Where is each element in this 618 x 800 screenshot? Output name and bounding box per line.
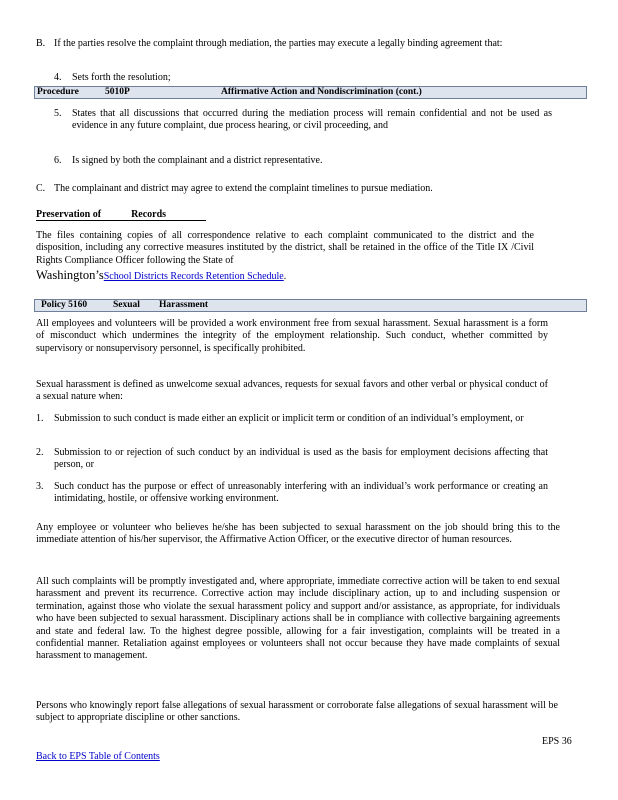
list-item-3-label: 3. [36,481,44,492]
harassment-paragraph-1: All employees and volunteers will be provided a work environment free from sexual harassment. Sexual harassment is a form of misconduct which undermines the integrity of the employment relationship. Such conduct, whether committed by supervisory or nonsupervisory personnel, is specifically prohibited. [36,318,548,354]
harassment-paragraph-3: Any employee or volunteer who believes he/she has been subjected to sexual harassment on the job should bring this to the immediate attention of his/her supervisor, the Affirmative Action Officer, or the executive director of human resources. [36,522,560,546]
harassment-paragraph-5: Persons who knowingly report false allegations of sexual harassment or corroborate false allegations of sexual harassment will be subject to appropriate discipline or other sanctions. [36,700,558,724]
preservation-last-line [36,268,286,283]
header-policy-label: Policy 5160 [41,300,88,310]
list-item-2-text: Submission to or rejection of such conduct by an individual is used as the basis for employment decisions affecting that person, or [54,447,548,471]
item-b-text: If the parties resolve the complaint through mediation, the parties may execute a legally binding agreement that: [54,38,503,49]
preservation-period: . [283,271,287,282]
preservation-heading [36,209,206,221]
harassment-paragraph-4: All such complaints will be promptly investigated and, where appropriate, immediate corrective action will be taken to end sexual harassment and prevent its recurrence. Corrective action may include disciplinary action, up to and including suspension or termination, against those who violate the sexual harassment policy and support and/or assistance, as appropriate, for individuals who have been subjected to sexual harassment. Disciplinary actions shall be in compliance with collective bargaining agreements and state and federal law. To the highest degree possible, allowing for a fair investigation, complaints will be treated in a confidential manner. Retaliation against employees or volunteers shall not occur because they have made complaints of sexual harassment to management. [36,576,560,662]
section-header-procedure [34,86,587,99]
item-5-label: 5. [54,108,62,119]
preservation-heading-part2: Records [131,209,167,220]
item-5-text: States that all discussions that occurred during the mediation process will remain confidential and not be used as evidence in any future complaint, due process hearing, or civil proceeding, and [72,108,552,132]
item-b-label: B. [36,38,46,49]
item-6-label: 6. [54,155,62,166]
item-4-label: 4. [54,72,62,83]
list-item-1-label: 1. [36,413,44,424]
harassment-paragraph-2: Sexual harassment is defined as unwelcome sexual advances, requests for sexual favors and other verbal or physical conduct of a sexual nature when: [36,379,548,403]
page-number: EPS 36 [542,736,572,747]
header-procedure-code: 5010P [105,87,130,97]
list-item-1-text: Submission to such conduct is made either an explicit or implicit term or condition of an individual’s employment, or [54,413,524,424]
item-6-text: Is signed by both the complainant and a district representative. [72,155,323,166]
header-policy-title-part2: Harassment [159,300,209,310]
list-item-3-text: Such conduct has the purpose or effect of unreasonably interfering with an individual’s work performance or creating an intimidating, hostile, or offensive working environment. [54,481,548,505]
back-to-toc-link[interactable]: Back to EPS Table of Contents [36,751,160,762]
records-retention-link[interactable]: School Districts Records Retention Schedule [103,271,284,282]
header-procedure-label: Procedure [37,87,79,97]
item-4-text: Sets forth the resolution; [72,72,171,83]
washington-text: Washington’s [36,268,104,282]
header-procedure-title: Affirmative Action and Nondiscrimination (cont.) [221,87,422,97]
section-header-policy [34,299,587,312]
item-c-text: The complainant and district may agree to extend the complaint timelines to pursue mediation. [54,183,433,194]
item-c-label: C. [36,183,46,194]
list-item-2-label: 2. [36,447,44,458]
preservation-text: The files containing copies of all correspondence relative to each complaint communicated to the district and the disposition, including any corrective measures instituted by the district, shall be retained in the office of the Title IX /Civil Rights Compliance Officer following the State of [36,230,534,266]
header-policy-title-part1: Sexual [113,300,140,310]
preservation-heading-part1: Preservation of [36,209,102,220]
